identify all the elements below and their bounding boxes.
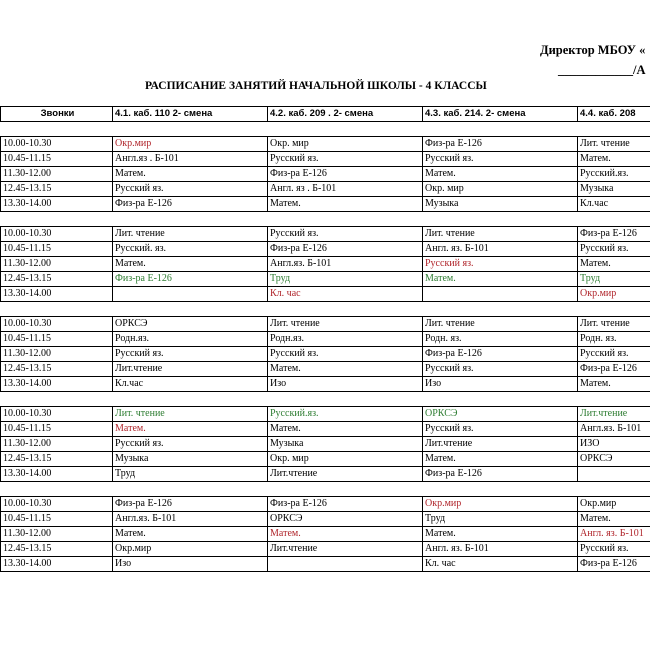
lesson-cell — [113, 287, 268, 302]
bell-time: 10.00-10.30 — [1, 407, 113, 422]
separator-cell — [578, 392, 650, 407]
bell-time: 11.30-12.00 — [1, 527, 113, 542]
lesson-cell: Кл. час — [268, 287, 423, 302]
bell-time: 12.45-13.15 — [1, 362, 113, 377]
lesson-cell: Матем. — [113, 167, 268, 182]
lesson-cell: Музыка — [423, 197, 578, 212]
table-row — [1, 347, 650, 362]
table-row — [1, 287, 650, 302]
lesson-cell: Окр.мир — [423, 497, 578, 512]
lesson-cell: Русский.яз. — [578, 167, 650, 182]
lesson-cell: Кл.час — [113, 377, 268, 392]
lesson-cell: Русский яз. — [578, 347, 650, 362]
separator-cell — [423, 212, 578, 227]
bell-time: 10.00-10.30 — [1, 317, 113, 332]
schedule-title: РАСПИСАНИЕ ЗАНЯТИЙ НАЧАЛЬНОЙ ШКОЛЫ - 4 КЛАССЫ — [145, 80, 487, 92]
lesson-cell: Англ. яз. Б-101 — [423, 542, 578, 557]
lesson-cell: Матем. — [423, 272, 578, 287]
lesson-cell: Русский яз. — [578, 542, 650, 557]
lesson-cell: Музыка — [268, 437, 423, 452]
lesson-cell: Англ.яз. Б-101 — [113, 512, 268, 527]
separator-cell — [578, 212, 650, 227]
lesson-cell: Лит. чтение — [423, 317, 578, 332]
table-row — [1, 317, 650, 332]
lesson-cell: Физ-ра Е-126 — [578, 362, 650, 377]
table-row — [1, 497, 650, 512]
lesson-cell: Русский яз. — [268, 152, 423, 167]
bell-time: 12.45-13.15 — [1, 182, 113, 197]
table-row — [1, 377, 650, 392]
lesson-cell: Изо — [113, 557, 268, 572]
lesson-cell: Физ-ра Е-126 — [113, 497, 268, 512]
lesson-cell: Лит. чтение — [113, 227, 268, 242]
lesson-cell: Окр.мир — [578, 287, 650, 302]
lesson-cell: Родн. яз. — [423, 332, 578, 347]
separator-cell — [1, 122, 113, 137]
director-label: Директор МБОУ « — [540, 43, 646, 57]
day-separator — [1, 302, 650, 317]
table-row — [1, 512, 650, 527]
lesson-cell: Матем. — [578, 152, 650, 167]
lesson-cell: Физ-ра Е-126 — [423, 467, 578, 482]
lesson-cell: Русский яз. — [423, 422, 578, 437]
lesson-cell: Матем. — [268, 527, 423, 542]
lesson-cell: Физ-ра Е-126 — [578, 227, 650, 242]
lesson-cell: Русский яз. — [113, 437, 268, 452]
lesson-cell: Физ-ра Е-126 — [268, 167, 423, 182]
lesson-cell: ИЗО — [578, 437, 650, 452]
schedule-table — [0, 106, 650, 572]
lesson-cell: Окр. мир — [423, 182, 578, 197]
lesson-cell: Матем. — [578, 512, 650, 527]
lesson-cell: Лит.чтение — [423, 437, 578, 452]
lesson-cell: Русский яз. — [268, 227, 423, 242]
bell-time: 11.30-12.00 — [1, 437, 113, 452]
lesson-cell: ОРКСЭ — [113, 317, 268, 332]
bell-time: 13.30-14.00 — [1, 557, 113, 572]
separator-cell — [423, 392, 578, 407]
lesson-cell: Изо — [268, 377, 423, 392]
lesson-cell: Кл.час — [578, 197, 650, 212]
lesson-cell: Англ.яз . Б-101 — [113, 152, 268, 167]
separator-cell — [1, 212, 113, 227]
lesson-cell: Лит. чтение — [578, 137, 650, 152]
lesson-cell: Окр. мир — [268, 452, 423, 467]
separator-cell — [268, 482, 423, 497]
lesson-cell: Лит. чтение — [423, 227, 578, 242]
lesson-cell: Матем. — [113, 422, 268, 437]
separator-cell — [1, 392, 113, 407]
signature-line: ____________/А — [558, 63, 646, 77]
lesson-cell: Музыка — [113, 452, 268, 467]
bell-time: 10.45-11.15 — [1, 512, 113, 527]
bell-time: 11.30-12.00 — [1, 167, 113, 182]
table-row — [1, 557, 650, 572]
lesson-cell: Окр.мир — [578, 497, 650, 512]
table-row — [1, 362, 650, 377]
lesson-cell — [578, 467, 650, 482]
bell-time: 10.00-10.30 — [1, 227, 113, 242]
lesson-cell: Русский. яз. — [113, 242, 268, 257]
lesson-cell: Лит.чтение — [268, 467, 423, 482]
lesson-cell: Окр.мир — [113, 542, 268, 557]
header-class-3: 4.3. каб. 214. 2- смена — [423, 107, 578, 122]
lesson-cell: Физ-ра Е-126 — [578, 557, 650, 572]
separator-cell — [113, 212, 268, 227]
lesson-cell: Окр.мир — [113, 137, 268, 152]
bell-time: 12.45-13.15 — [1, 542, 113, 557]
table-row — [1, 137, 650, 152]
lesson-cell: Англ. яз . Б-101 — [268, 182, 423, 197]
bell-time: 11.30-12.00 — [1, 347, 113, 362]
lesson-cell: Лит.чтение — [113, 362, 268, 377]
bell-time: 12.45-13.15 — [1, 452, 113, 467]
lesson-cell — [423, 287, 578, 302]
lesson-cell: Лит. чтение — [113, 407, 268, 422]
bell-time: 11.30-12.00 — [1, 257, 113, 272]
table-row — [1, 197, 650, 212]
lesson-cell: Физ-ра Е-126 — [113, 272, 268, 287]
bell-time: 13.30-14.00 — [1, 197, 113, 212]
table-row — [1, 542, 650, 557]
lesson-cell: Англ.яз. Б-101 — [268, 257, 423, 272]
bell-time: 13.30-14.00 — [1, 377, 113, 392]
lesson-cell: Физ-ра Е-126 — [423, 137, 578, 152]
lesson-cell: Англ. яз. Б-101 — [423, 242, 578, 257]
header-class-1: 4.1. каб. 110 2- смена — [113, 107, 268, 122]
lesson-cell: Лит. чтение — [578, 317, 650, 332]
lesson-cell: ОРКСЭ — [423, 407, 578, 422]
table-row — [1, 332, 650, 347]
table-row — [1, 467, 650, 482]
table-row — [1, 407, 650, 422]
separator-cell — [113, 302, 268, 317]
separator-cell — [423, 122, 578, 137]
lesson-cell: Лит.чтение — [578, 407, 650, 422]
lesson-cell: Музыка — [578, 182, 650, 197]
separator-cell — [578, 482, 650, 497]
lesson-cell: Физ-ра Е-126 — [268, 242, 423, 257]
lesson-cell: Труд — [423, 512, 578, 527]
lesson-cell: Родн.яз. — [113, 332, 268, 347]
day-separator — [1, 122, 650, 137]
lesson-cell: Русский яз. — [423, 362, 578, 377]
lesson-cell: Матем. — [113, 257, 268, 272]
day-separator — [1, 482, 650, 497]
lesson-cell: Русский.яз. — [268, 407, 423, 422]
table-row — [1, 227, 650, 242]
lesson-cell: Лит. чтение — [268, 317, 423, 332]
bell-time: 10.45-11.15 — [1, 242, 113, 257]
header-class-4: 4.4. каб. 208 — [578, 107, 650, 122]
lesson-cell: Русский яз. — [423, 257, 578, 272]
lesson-cell: Матем. — [423, 527, 578, 542]
lesson-cell: Русский яз. — [113, 182, 268, 197]
separator-cell — [423, 302, 578, 317]
separator-cell — [578, 302, 650, 317]
bell-time: 10.45-11.15 — [1, 422, 113, 437]
lesson-cell: ОРКСЭ — [268, 512, 423, 527]
lesson-cell: Родн. яз. — [578, 332, 650, 347]
lesson-cell: Труд — [113, 467, 268, 482]
bell-time: 13.30-14.00 — [1, 467, 113, 482]
lesson-cell: Физ-ра Е-126 — [423, 347, 578, 362]
table-row — [1, 272, 650, 287]
separator-cell — [1, 302, 113, 317]
separator-cell — [268, 392, 423, 407]
table-row — [1, 152, 650, 167]
day-separator — [1, 392, 650, 407]
table-row — [1, 452, 650, 467]
table-row — [1, 242, 650, 257]
table-header-row — [1, 107, 650, 122]
separator-cell — [268, 302, 423, 317]
lesson-cell: Матем. — [268, 422, 423, 437]
separator-cell — [268, 212, 423, 227]
separator-cell — [1, 482, 113, 497]
bell-time: 10.45-11.15 — [1, 152, 113, 167]
lesson-cell: Матем. — [268, 362, 423, 377]
bell-time: 13.30-14.00 — [1, 287, 113, 302]
lesson-cell: Русский яз. — [423, 152, 578, 167]
lesson-cell: Матем. — [113, 527, 268, 542]
separator-cell — [113, 392, 268, 407]
separator-cell — [578, 122, 650, 137]
lesson-cell: Физ-ра Е-126 — [268, 497, 423, 512]
table-row — [1, 527, 650, 542]
bell-time: 10.00-10.30 — [1, 137, 113, 152]
header-class-2: 4.2. каб. 209 . 2- смена — [268, 107, 423, 122]
day-separator — [1, 212, 650, 227]
lesson-cell: Матем. — [578, 377, 650, 392]
table-row — [1, 167, 650, 182]
lesson-cell: Русский яз. — [268, 347, 423, 362]
lesson-cell: Родн.яз. — [268, 332, 423, 347]
table-row — [1, 182, 650, 197]
separator-cell — [268, 122, 423, 137]
lesson-cell: Изо — [423, 377, 578, 392]
table-row — [1, 422, 650, 437]
lesson-cell: Труд — [578, 272, 650, 287]
separator-cell — [113, 122, 268, 137]
lesson-cell — [268, 557, 423, 572]
table-row — [1, 257, 650, 272]
lesson-cell: Физ-ра Е-126 — [113, 197, 268, 212]
lesson-cell: Лит.чтение — [268, 542, 423, 557]
bell-time: 12.45-13.15 — [1, 272, 113, 287]
lesson-cell: Труд — [268, 272, 423, 287]
lesson-cell: Русский яз. — [578, 242, 650, 257]
table-row — [1, 437, 650, 452]
bell-time: 10.00-10.30 — [1, 497, 113, 512]
lesson-cell: Англ. яз. Б-101 — [578, 527, 650, 542]
lesson-cell: ОРКСЭ — [578, 452, 650, 467]
lesson-cell: Матем. — [423, 452, 578, 467]
lesson-cell: Матем. — [578, 257, 650, 272]
lesson-cell: Кл. час — [423, 557, 578, 572]
bell-time: 10.45-11.15 — [1, 332, 113, 347]
separator-cell — [113, 482, 268, 497]
lesson-cell: Окр. мир — [268, 137, 423, 152]
lesson-cell: Матем. — [423, 167, 578, 182]
lesson-cell: Англ.яз. Б-101 — [578, 422, 650, 437]
separator-cell — [423, 482, 578, 497]
header-bells: Звонки — [1, 107, 113, 122]
lesson-cell: Матем. — [268, 197, 423, 212]
lesson-cell: Русский яз. — [113, 347, 268, 362]
